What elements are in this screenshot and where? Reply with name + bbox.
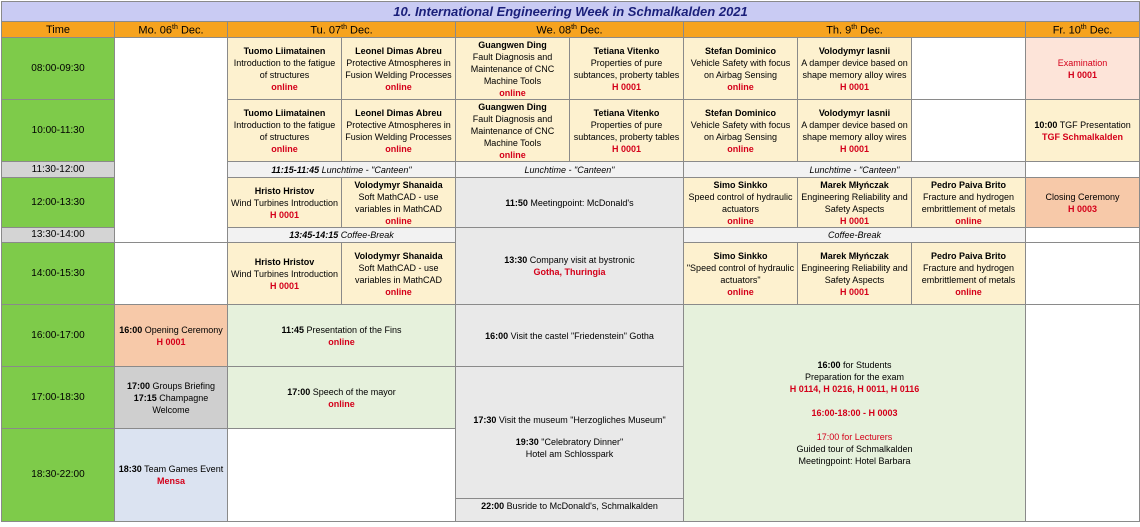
empty-cell [115,243,228,305]
header-monday: Mo. 06th Dec. [115,22,228,38]
session-cell: Marek Młyńczak Engineering Reliability and Safety Aspects H 0001 [798,243,912,305]
session-cell: Simo Sinkko "Speed control of hydraulic actuators" online [684,243,798,305]
empty-cell [115,38,228,243]
time-slot: 11:30-12:00 [2,162,115,178]
session-cell: Volodymyr Shanaida Soft MathCAD - use variables in MathCAD online [342,178,456,228]
coffee-break: Coffee-Break [684,228,1026,243]
session-cell: Leonel Dimas Abreu Protective Atmospheres in Fusion Welding Processes online [342,38,456,100]
session-cell: Stefan Dominico Vehicle Safety with focus on Airbag Sensing online [684,100,798,162]
session-cell: Leonel Dimas Abreu Protective Atmospheres in Fusion Welding Processes online [342,100,456,162]
session-cell: 11:45 Presentation of the Fins online [228,305,456,367]
empty-cell [912,100,1026,162]
session-cell: 16:00 Visit the castel "Friedenstein" Gotha [456,305,684,367]
session-cell: Marek Młyńczak Engineering Reliability and Safety Aspects H 0001 [798,178,912,228]
header-thursday: Th. 9th Dec. [684,22,1026,38]
time-slot: 08:00-09:30 [2,38,115,100]
header-tuesday: Tu. 07th Dec. [228,22,456,38]
lunch-break: Lunchtime - "Canteen" [684,162,1026,178]
header-wednesday: We. 08th Dec. [456,22,684,38]
time-slot: 12:00-13:30 [2,178,115,228]
session-cell: Tuomo Liimatainen Introduction to the fatigue of structures online [228,38,342,100]
header-time: Time [2,22,115,38]
time-slot: 10:00-11:30 [2,100,115,162]
session-cell: Pedro Paiva Brito Fracture and hydrogen embrittlement of metals online [912,243,1026,305]
session-cell: Hristo Hristov Wind Turbines Introduction H 0001 [228,178,342,228]
empty-cell [228,429,456,522]
session-cell: 10:00 TGF Presentation TGF Schmalkalden [1026,100,1140,162]
session-cell: 16:00 for Students Preparation for the exam H 0114, H 0216, H 0011, H 0116 16:00-18:00 - H 0003 17:00 for Lecturers Guided tour of Schmalkalden Meetingpoint: Hotel Barbara [684,305,1026,522]
schedule-title: 10. International Engineering Week in Schmalkalden 2021 [2,2,1140,22]
session-cell: Tetiana Vitenko Properties of pure subtances, proberty tables H 0001 [570,38,684,100]
empty-cell [912,38,1026,100]
lunch-break: 11:15-11:45 Lunchtime - "Canteen" [228,162,456,178]
session-cell: 17:30 Visit the museum "Herzogliches Museum" 19:30 "Celebratory Dinner" Hotel am Schlosspark 22:00 Busride to McDonald's, Schmalkalden [456,367,684,522]
header-row [2,22,1140,38]
session-cell: 18:30 Team Games Event Mensa [115,429,228,522]
coffee-break: 13:45-14:15 Coffee-Break [228,228,456,243]
session-cell: Examination H 0001 [1026,38,1140,100]
session-cell: 13:30 Company visit at bystronic Gotha, Thuringia [456,228,684,305]
session-cell: 16:00 Opening Ceremony H 0001 [115,305,228,367]
empty-cell [1026,228,1140,243]
session-cell: Stefan Dominico Vehicle Safety with focus on Airbag Sensing online [684,38,798,100]
empty-cell [1026,243,1140,305]
session-cell: 17:00 Speech of the mayor online [228,367,456,429]
session-cell: Guangwen Ding Fault Diagnosis and Maintenance of CNC Machine Tools online [456,38,570,100]
schedule-table [1,1,1140,522]
lunch-break: Lunchtime - "Canteen" [456,162,684,178]
time-slot: 13:30-14:00 [2,228,115,243]
session-cell: 11:50 Meetingpoint: McDonald's [456,178,684,228]
empty-cell [1026,305,1140,522]
session-cell: 17:00 Groups Briefing 17:15 Champagne Welcome [115,367,228,429]
session-cell: Volodymyr Iasnii A damper device based on shape memory alloy wires H 0001 [798,38,912,100]
session-cell: Tetiana Vitenko Properties of pure subtances, proberty tables H 0001 [570,100,684,162]
time-slot: 18:30-22:00 [2,429,115,522]
session-cell: Simo Sinkko Speed control of hydraulic actuators online [684,178,798,228]
session-cell: Pedro Paiva Brito Fracture and hydrogen embrittlement of metals online [912,178,1026,228]
session-cell: Guangwen Ding Fault Diagnosis and Maintenance of CNC Machine Tools online [456,100,570,162]
time-slot: 16:00-17:00 [2,305,115,367]
session-cell: Volodymyr Iasnii A damper device based on shape memory alloy wires H 0001 [798,100,912,162]
session-cell: Closing Ceremony H 0003 [1026,178,1140,228]
time-slot: 17:00-18:30 [2,367,115,429]
session-cell: Volodymyr Shanaida Soft MathCAD - use variables in MathCAD online [342,243,456,305]
session-cell: Tuomo Liimatainen Introduction to the fatigue of structures online [228,100,342,162]
time-slot: 14:00-15:30 [2,243,115,305]
empty-cell [1026,162,1140,178]
header-friday: Fr. 10th Dec. [1026,22,1140,38]
session-cell: Hristo Hristov Wind Turbines Introduction H 0001 [228,243,342,305]
